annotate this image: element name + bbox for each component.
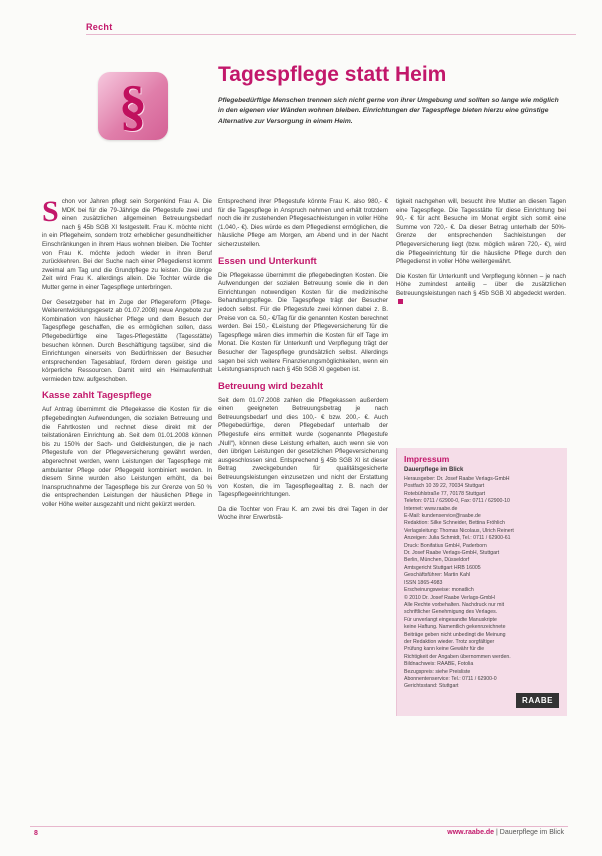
impressum-line: Verlagsleitung: Thomas Nicolaus, Ulrich Reinert xyxy=(404,527,514,534)
drop-cap: S xyxy=(42,195,59,228)
impressum-box xyxy=(396,448,567,716)
impressum-line: Postfach 10 39 22, 70034 Stuttgart xyxy=(404,483,485,490)
impressum-line: Abonnentenservice: Tel.: 0711 / 62900-0 xyxy=(404,675,497,682)
impressum-line: schriftlicher Genehmigung des Verlages. xyxy=(404,609,498,616)
raabe-logo: RAABE xyxy=(516,693,559,708)
impressum-lines xyxy=(397,476,567,691)
article-title: Tagespflege statt Heim xyxy=(218,63,447,86)
column2-para-3: Seit dem 01.07.2008 zahlen die Pflegekassen außerdem einen geeigneten Betreuungsbetrag je nach Betreuungsbedarf und dies 100,- € bzw. 200,- €. Auch Pflegebedürftige, deren Pflegebedarf unterhalb der Pflegestufe eins ermittelt wurde (sogenannte Pflegestufe „Null“), können diese Leistung erhalten, auch wenn sie von den übrigen Leistungen der gesetzlichen Pflegeversicherung ausgeschlossen sind. Entsprechend § 45b SGB XI ist dieser Betrag zweckgebunden für qualitätsgesicherte Betreuungsleistungen einzusetzen und nicht der Erstattung von Kosten, die im Tagespflegealltag z. B. nach der Tagespflegeeinrichtungen. xyxy=(218,396,388,499)
footer-publication: Dauerpflege im Blick xyxy=(499,829,564,836)
section-tag: Recht xyxy=(86,22,113,32)
article-column-1 xyxy=(42,195,212,516)
column1-para-1: Schon vor Jahren pflegt sein Sorgenkind Frau A. Die MDK bei für die 79-Jährige die Pflegestufe zwei und einen zusätzlichen allgemeinen Betreuungsbedarf nach § 45b SGB XI festgestellt. Frau K. möchte nicht in ein Pflegeheim, sondern trotz erheblicher gesundheitlicher Einschränkungen in ihrem Haus wohnen bleiben. Die Tochter von Frau K. möchte jedoch wieder in ihren Beruf zurückkehren. Bei der Suche nach einer Pflegedienst kommt zweimal am Tag und die Grundpflege zu leisten. Die übrige Zeit wird Frau K. allerdings allein. Die Tochter würde die Mutter gerne in einer Tagespflege unterbringen. xyxy=(42,195,212,291)
impressum-line: Richtigkeit der Angaben übernommen werden. xyxy=(404,653,511,660)
impressum-line: Gerichtsstand: Stuttgart xyxy=(404,683,459,690)
subheading-kasse: Kasse zahlt Tagespflege xyxy=(42,390,152,402)
column3-para-2: Die Kosten für Unterkunft und Verpflegung können – je nach Höhe zumindest anteilig – über die zusätzlichen Betreuungsleistungen nach § 45b SGB XI abgedeckt werden. xyxy=(396,273,566,307)
article-column-3 xyxy=(396,198,566,313)
impressum-line: Alle Rechte vorbehalten. Nachdruck nur mit xyxy=(404,601,505,608)
impressum-line: ISSN 1865-4983 xyxy=(404,579,443,586)
impressum-line: Telefon: 0711 / 62900-0, Fax: 0711 / 62900-10 xyxy=(404,498,510,505)
impressum-line: © 2010 Dr. Josef Raabe Verlags-GmbH xyxy=(404,594,495,601)
impressum-line: Bildnachweis: RAABE, Fotolia xyxy=(404,661,474,668)
impressum-line: Für unverlangt eingesandte Manuskripte xyxy=(404,616,497,623)
article-lead: Pflegebedürftige Menschen trennen sich nicht gerne von ihrer Umgebung und sollten so lange wie möglich in den eigenen vier Wänden wohnen bleiben. Einrichtungen der Tagespflege bieten hierzu eine günstige Alternative zur Versorgung in einem Heim. xyxy=(218,97,559,125)
column2-para-1: Entsprechend ihrer Pflegestufe könnte Frau K. also 980,- € für die Tagespflege in Anspruch nehmen und erhält trotzdem noch die ihr zustehenden Pflegesachleistungen in voller Höhe (1.040,- €). Dies würde es dem Pflegedienst ermöglichen, die häusliche Pflege am Morgen, am Abend und in der Nacht sicherzustellen. xyxy=(218,198,388,248)
page-number: 8 xyxy=(34,830,38,837)
header-rule xyxy=(86,34,576,35)
footer-separator: | xyxy=(494,829,500,836)
subheading-betreuung: Betreuung wird bezahlt xyxy=(218,380,324,392)
impressum-line: keine Haftung. Namentlich gekennzeichnete xyxy=(404,624,506,631)
impressum-line: E-Mail: kundenservice@raabe.de xyxy=(404,513,481,520)
impressum-line: Anzeigen: Julia Schmidt, Tel.: 0711 / 62900-61 xyxy=(404,535,511,542)
impressum-line: Berlin, München, Düsseldorf xyxy=(404,557,470,564)
column2-para-2: Die Pflegekasse übernimmt die pflegebedingten Kosten. Die Aufwendungen der sozialen Betreuung sowie die in den Einrichtungen notwendigen Kosten für die medizinische Behandlungspflege. Die Tagespflege trägt der Besucher jedoch selbst. Für die Pflegestufe zwei können dabei z. B. Preise von ca. 50,- €/Tag für die genannten Kosten berechnet werden. Bei 150,- €Leistung der Pflegeversicherung für die Tagespflege wären dies immerhin die Kosten für elf Tage im Monat. Die Kosten für Unterkunft und Verpflegung trägt der Besucher der Tagespflege grundsätzlich selbst. Allerdings sagen bei sich weitere Finanzierungsmöglichkeiten, wenn ein Leistungsanspruch nach § 45b SGB XI gegeben ist. xyxy=(218,271,388,374)
impressum-line: Bezugspreis: siehe Preisliste xyxy=(404,668,471,675)
footer xyxy=(447,829,564,836)
impressum-line: Redaktion: Silke Schneider, Bettina Fröhlich xyxy=(404,520,505,527)
impressum-heading: Impressum xyxy=(404,454,450,464)
impressum-subtitle: Dauerpflege im Blick xyxy=(404,467,464,473)
footer-url[interactable]: www.raabe.de xyxy=(447,829,495,836)
impressum-line: der Redaktion wieder. Trotz sorgfältiger xyxy=(404,638,495,645)
footer-rule xyxy=(30,826,568,827)
impressum-line: Erscheinungsweise: monatlich xyxy=(404,587,474,594)
impressum-line: Dr. Josef Raabe Verlags-GmbH, Stuttgart xyxy=(404,550,500,557)
column3-para-1: tigkeit nachgehen will, besucht ihre Mutter an diesen Tagen eine Tagespflege. Die Tagesstätte für diese Einrichtung bei 90,- € für acht Besuche im Monat ergibt sich somit eine Summe von 720,- €. Da dieser Betrag unterhalb der 50%-Grenze der entsprechenden Sachleistungen der Pflegeversicherung liegt (bzw. möglich wären 720,- €), wird die Pflegeeinrichtung für die häusliche Pflege durch den Pflegedienst in voller Höhe weitergewährt. xyxy=(396,198,566,266)
subheading-essen: Essen und Unterkunft xyxy=(218,255,317,267)
paragraph-symbol-icon: § xyxy=(98,72,168,140)
impressum-line: Beiträge geben nicht unbedingt die Meinung xyxy=(404,631,506,638)
impressum-line: Amtsgericht Stuttgart HRB 16005 xyxy=(404,564,481,571)
column2-para-4: Da die Tochter von Frau K. am zwei bis drei Tagen in der Woche ihrer Erwerbstä- xyxy=(218,505,388,522)
article-column-2 xyxy=(218,198,388,529)
impressum-line: Geschäftsführer: Martin Kahl xyxy=(404,572,471,579)
impressum-line: Herausgeber: Dr. Josef Raabe Verlags-GmbH xyxy=(404,476,510,482)
column1-para-3: Auf Antrag übernimmt die Pflegekasse die Kosten für die pflegebedingten Aufwendungen, die sozialen Betreuung und die Fahrtkosten und rechnet diese direkt mit der teilstationären Einrichtung ab. Seit dem 01.01.2008 können bis zu 150% der Sach- und Geldleistungen, die je nach Pflegestufe von der Pflegeversicherung gewährt werden, abgerechnet werden, wenn Leistungen der Tagespflege mit ambulanter Pflege oder Pflegegeld kombiniert werden. In diesem Sinne wurden also Leistungen erhöht, da bei Inanspruchnahme der Tagespflege bis zur Grenze von 50 % die entsprechenden Leistungen der häuslichen Pflege in voller Höhe weiter ausgezahlt und nicht gekürzt werden. xyxy=(42,406,212,508)
impressum-line: Rotebühlstraße 77, 70178 Stuttgart xyxy=(404,490,486,497)
impressum-line: Prüfung kann keine Gewähr für die xyxy=(404,646,485,653)
column1-para-2: Der Gesetzgeber hat im Zuge der Pflegereform (Pflege-Weiterentwicklungsgesetz ab 01.07.2008) neue Angebote zur Kombination von häuslicher Pflege und dem Besuch der Tagespflege geschaffen, die es ermöglichen sollen, dass Pflegebedürftige eine Tages-Pflegestätte (Tagesstätte) besuchen können. Durch Beschäftigung tagsüber, sind die Einrichtungen einerseits von Bedürfnissen der Besucher entsprechenden Tagesablauf, fördern deren geistige und körperliche Ressourcen. Damit wird ein Heimaufenthalt vermieden bzw. aufgeschoben. xyxy=(42,298,212,383)
impressum-line: Internet: www.raabe.de xyxy=(404,505,458,512)
end-mark-icon xyxy=(398,299,403,304)
impressum-line: Druck: Bonifatius GmbH, Paderborn xyxy=(404,542,487,549)
